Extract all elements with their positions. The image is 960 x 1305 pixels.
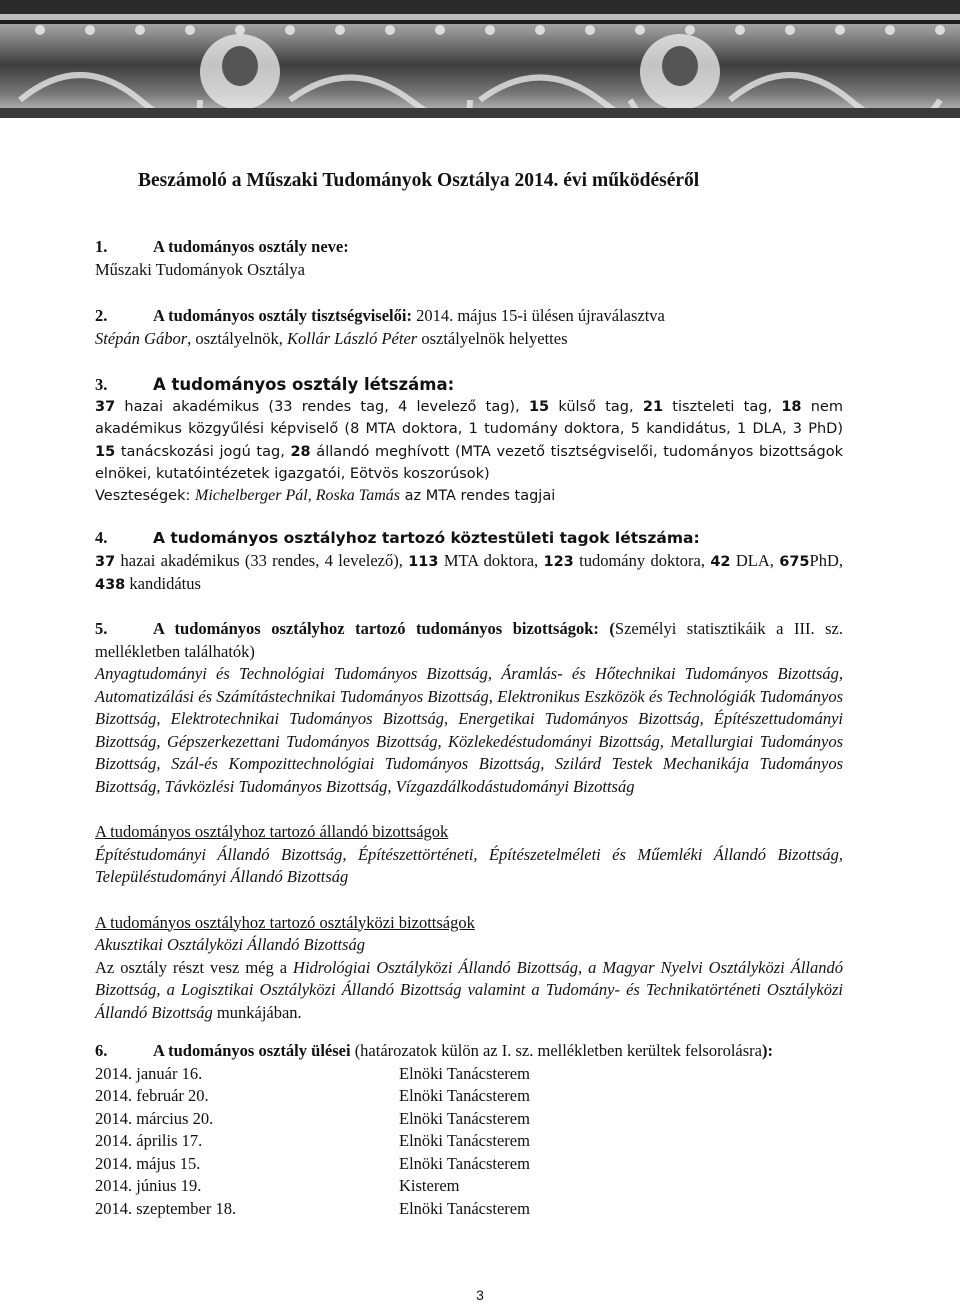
officer-name: Kollár László Péter — [287, 328, 418, 348]
meeting-row — [95, 1108, 843, 1131]
count: 15 — [95, 443, 116, 460]
meeting-date: 2014. február 20. — [95, 1086, 209, 1105]
losses-rest: az MTA rendes tagjai — [400, 488, 556, 505]
meeting-row — [95, 1175, 843, 1198]
section-4 — [95, 527, 843, 597]
permanent-committees-list: Építéstudományi Állandó Bizottság, Építészettörténeti, Építészetelméleti és Műemléki Állandó Bizottság, Településtudományi Állandó Bizottság — [95, 844, 843, 886]
meeting-date: 2014. április 17. — [95, 1131, 203, 1150]
count-label: MTA doktora, — [438, 550, 544, 570]
meeting-place: Kisterem — [399, 1176, 460, 1195]
count-label: tanácskozási jogú tag, — [115, 443, 291, 460]
section-6 — [95, 1040, 843, 1220]
meeting-row — [95, 1063, 843, 1086]
losses-label: Veszteségek: — [95, 488, 195, 505]
meeting-row — [95, 1153, 843, 1176]
committee-list: Anyagtudományi és Technológiai Tudományos Bizottság, Áramlás- és Hőtechnikai Tudományos Bizottság, Automatizálási és Számítástechnikai Tudományos Bizottság, Elektronikus Eszközök és Technológiák Tudományos Bizottság, Elektrotechnikai Tudományos Bizottság, Energetikai Tudományos Bizottság, Építészettudományi Bizottság, Gépszerkezettani Tudományos Bizottság, Közlekedéstudományi Bizottság, Metallurgiai Tudományos Bizottság, Szál-és Kompozittechnológiai Tudományos Bizottság, Szilárd Testek Mechanikája Tudományos Bizottság, Távközlési Tudományos Bizottság, Vízgazdálkodástudományi Bizottság — [95, 664, 843, 796]
count: 42 — [710, 553, 731, 570]
meeting-date: 2014. május 15. — [95, 1153, 201, 1173]
participation-text: munkájában. — [212, 1002, 302, 1022]
officer-role: osztályelnök helyettes — [417, 328, 568, 348]
meeting-date: 2014. június 19. — [95, 1176, 202, 1195]
losses-names: Michelberger Pál, Roska Tamás — [194, 487, 400, 505]
meeting-date: 2014. március 20. — [95, 1108, 214, 1128]
count: 15 — [528, 399, 550, 416]
count-label: DLA, — [730, 550, 780, 570]
meeting-date: 2014. szeptember 18. — [95, 1198, 237, 1218]
page-number: 3 — [476, 1287, 484, 1303]
count-label: hazai akadémikus (33 rendes, 4 levelező), — [115, 550, 409, 570]
section-number: 2. — [95, 306, 108, 325]
participation-text: Az osztály részt vesz még a — [95, 957, 294, 977]
section-heading: A tudományos osztály létszáma: — [153, 375, 455, 394]
heading-colon: ): — [761, 1041, 773, 1060]
count-label: állandó meghívott (MTA vezető tisztségviselői, tudományos bizottságok elnökei, kutatóintézetek igazgatói, Eötvös koszorúsok) — [95, 443, 843, 482]
section-1 — [95, 236, 843, 281]
count: 37 — [95, 553, 116, 570]
class-name: Műszaki Tudományok Osztálya — [95, 259, 305, 279]
section-heading: A tudományos osztályhoz tartozó köztestületi tagok létszáma: — [153, 529, 700, 547]
meeting-place: Elnöki Tanácsterem — [399, 1131, 530, 1150]
ornament-frieze — [0, 0, 960, 118]
meeting-place: Elnöki Tanácsterem — [399, 1063, 530, 1083]
officer-role: , osztályelnök, — [187, 328, 288, 348]
section-number: 3. — [95, 375, 108, 394]
count-label: PhD, — [809, 550, 843, 570]
meeting-place: Elnöki Tanácsterem — [399, 1086, 530, 1105]
meeting-list — [95, 1063, 843, 1221]
header-banner-image — [0, 0, 960, 118]
count: 123 — [543, 553, 574, 570]
count: 113 — [408, 553, 439, 570]
interclass-committees-heading: A tudományos osztályhoz tartozó osztályközi bizottságok — [95, 912, 475, 932]
meeting-place: Elnöki Tanácsterem — [399, 1153, 530, 1173]
section-heading: A tudományos osztály neve: — [153, 237, 349, 256]
count: 37 — [95, 399, 116, 416]
section-heading: A tudományos osztály ülései — [153, 1041, 351, 1060]
section-3 — [95, 374, 843, 507]
interclass-committees-list: Akusztikai Osztályközi Állandó Bizottság — [95, 935, 365, 954]
count-label: külső tag, — [549, 399, 643, 416]
permanent-committees-heading: A tudományos osztályhoz tartozó állandó bizottságok — [95, 822, 449, 841]
meeting-place: Elnöki Tanácsterem — [399, 1108, 530, 1128]
count: 438 — [95, 577, 126, 593]
count-label: tiszteleti tag, — [663, 399, 782, 416]
count-label: hazai akadémikus (33 rendes tag, 4 levelező tag), — [115, 399, 529, 416]
section-number: 6. — [95, 1041, 108, 1060]
meeting-place: Elnöki Tanácsterem — [399, 1198, 530, 1218]
meeting-date: 2014. január 16. — [95, 1063, 203, 1083]
section-5 — [95, 618, 843, 1024]
section-number: 1. — [95, 237, 108, 256]
section-heading: A tudományos osztályhoz tartozó tudományos bizottságok: ( — [153, 619, 615, 638]
section-heading: A tudományos osztály tisztségviselői: — [153, 306, 412, 325]
count: 18 — [781, 399, 802, 416]
count: 675 — [779, 553, 810, 570]
count-label: kandidátus — [125, 574, 201, 593]
count: 28 — [290, 443, 311, 460]
document-title: Beszámoló a Műszaki Tudományok Osztálya 2014. évi működéséről — [138, 170, 700, 191]
officer-name: Stépán Gábor — [95, 328, 188, 348]
section-number: 5. — [95, 619, 108, 638]
meeting-row — [95, 1130, 843, 1153]
section-2 — [95, 305, 843, 350]
section-heading-rest: Személyi statisztikáik a III. sz. mellékletben találhatók) — [95, 619, 843, 661]
meeting-row — [95, 1085, 843, 1108]
count: 21 — [642, 399, 664, 416]
section-number: 4. — [95, 528, 108, 547]
meeting-row — [95, 1198, 843, 1221]
count-label: nem akadémikus közgyűlési képviselő (8 MTA doktora, 1 tudomány doktora, 5 kandidátus, 1 DLA, 3 PhD) — [95, 399, 843, 438]
section-heading-rest: 2014. május 15-i ülésen újraválasztva — [411, 306, 665, 325]
section-heading-rest: (határozatok külön az I. sz. mellékletben kerültek felsorolásra — [350, 1041, 762, 1060]
count-label: tudomány doktora, — [573, 550, 711, 570]
participation-committees: Hidrológiai Osztályközi Állandó Bizottság, a Magyar Nyelvi Osztályközi Állandó Bizottság, a Logisztikai Osztályközi Állandó Bizottság valamint a Tudomány- és Technikatörténeti Osztályközi Állandó Bizottság — [95, 957, 843, 1022]
